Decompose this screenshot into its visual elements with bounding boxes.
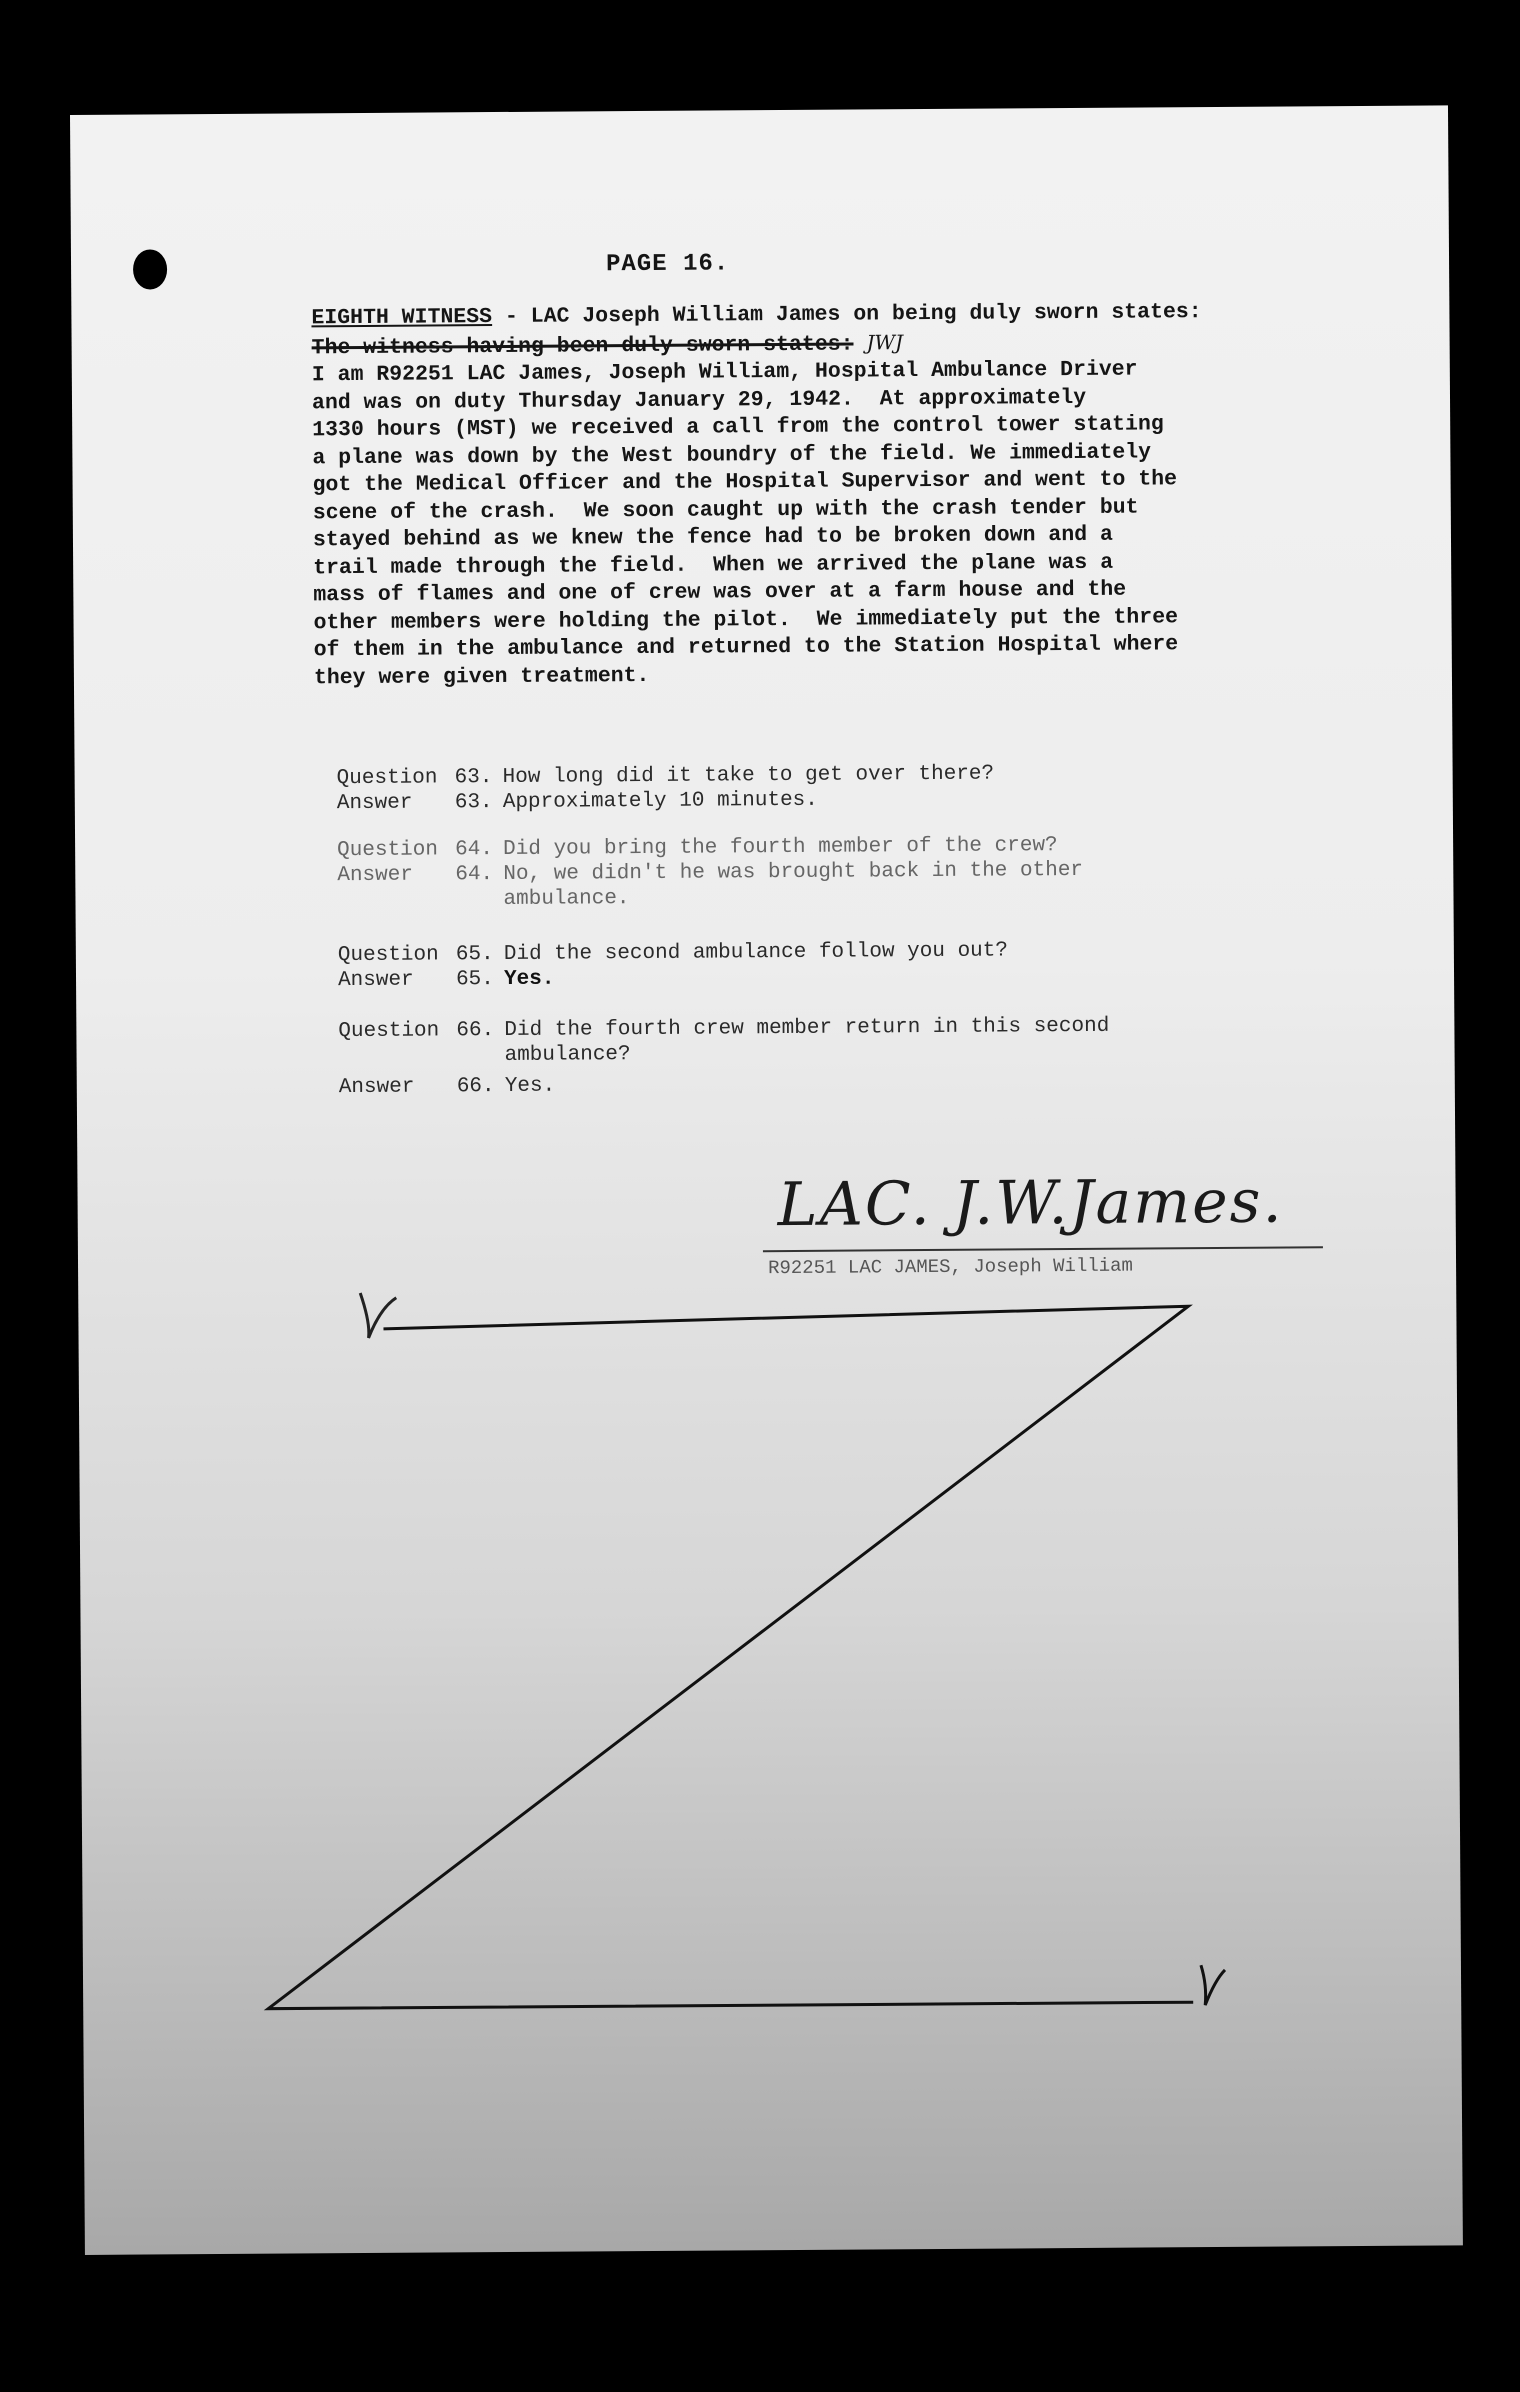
question-number: 66. (456, 1019, 495, 1043)
page-number: PAGE 16. (605, 250, 730, 279)
answer-number: 65. (455, 968, 494, 992)
answer-text: Yes. (504, 1074, 556, 1098)
handwritten-initials: JWJ (866, 329, 904, 354)
answer-number: 63. (454, 791, 493, 815)
question-text: Did you bring the fourth member of the crew? (503, 834, 1058, 861)
answer-label: Answer (336, 791, 413, 816)
answer-text: Approximately 10 minutes. (502, 788, 818, 814)
question-text: Did the fourth crew member return in this second ambulance? (504, 1014, 1110, 1067)
question-label: Question (338, 1019, 440, 1044)
answer-label: Answer (337, 863, 414, 888)
handwritten-signature: LAC. J.W.James. (777, 1166, 1284, 1241)
answer-label: Answer (337, 968, 414, 993)
answer-label: Answer (338, 1075, 415, 1100)
tick-mark-top (360, 1293, 396, 1338)
answer-text: No, we didn't he was brought back in the other ambulance. (503, 858, 1084, 911)
question-text: Did the second ambulance follow you out? (503, 939, 1009, 966)
question-label: Question (336, 766, 438, 791)
question-number: 63. (454, 766, 493, 790)
struck-out-line: The witness having been duly sworn states: (311, 332, 854, 360)
question-label: Question (337, 838, 439, 863)
question-number: 64. (455, 838, 494, 862)
witness-heading-rest: - LAC Joseph William James on being duly sworn states: (491, 300, 1202, 330)
document-page (70, 105, 1463, 2255)
tick-mark-bottom (1201, 1965, 1225, 2005)
answer-number: 66. (456, 1075, 495, 1099)
question-label: Question (337, 943, 439, 968)
question-text: How long did it take to get over there? (502, 762, 995, 789)
answer-text: Yes. (503, 967, 555, 991)
signature-typed-name: R92251 LAC JAMES, Joseph William (767, 1254, 1133, 1280)
witness-heading-label: EIGHTH WITNESS (311, 305, 493, 331)
question-number: 65. (455, 943, 494, 967)
answer-number: 64. (455, 863, 494, 887)
z-stroke (263, 1306, 1193, 2008)
statement-body: I am R92251 LAC James, Joseph William, Hospital Ambulance Driver and was on duty Thursday January 29, 1942. At approximately 1330 hours (MST) we received a call from the control tower stating a plane was down by the West boundry of the field. We immediately got the Medical Officer and the Hospital Supervisor and went to the scene of the crash. We soon caught up with the crash tender but stayed behind as we knew the fence had to be broken down and a trail made through the field. When we arrived the plane was a mass of flames and one of crew was over at a farm house and the other members were holding the pilot. We immediately put the three of them in the ambulance and returned to the Station Hospital where they were given treatment. (311, 357, 1179, 690)
z-cancellation-mark (70, 105, 1463, 2255)
